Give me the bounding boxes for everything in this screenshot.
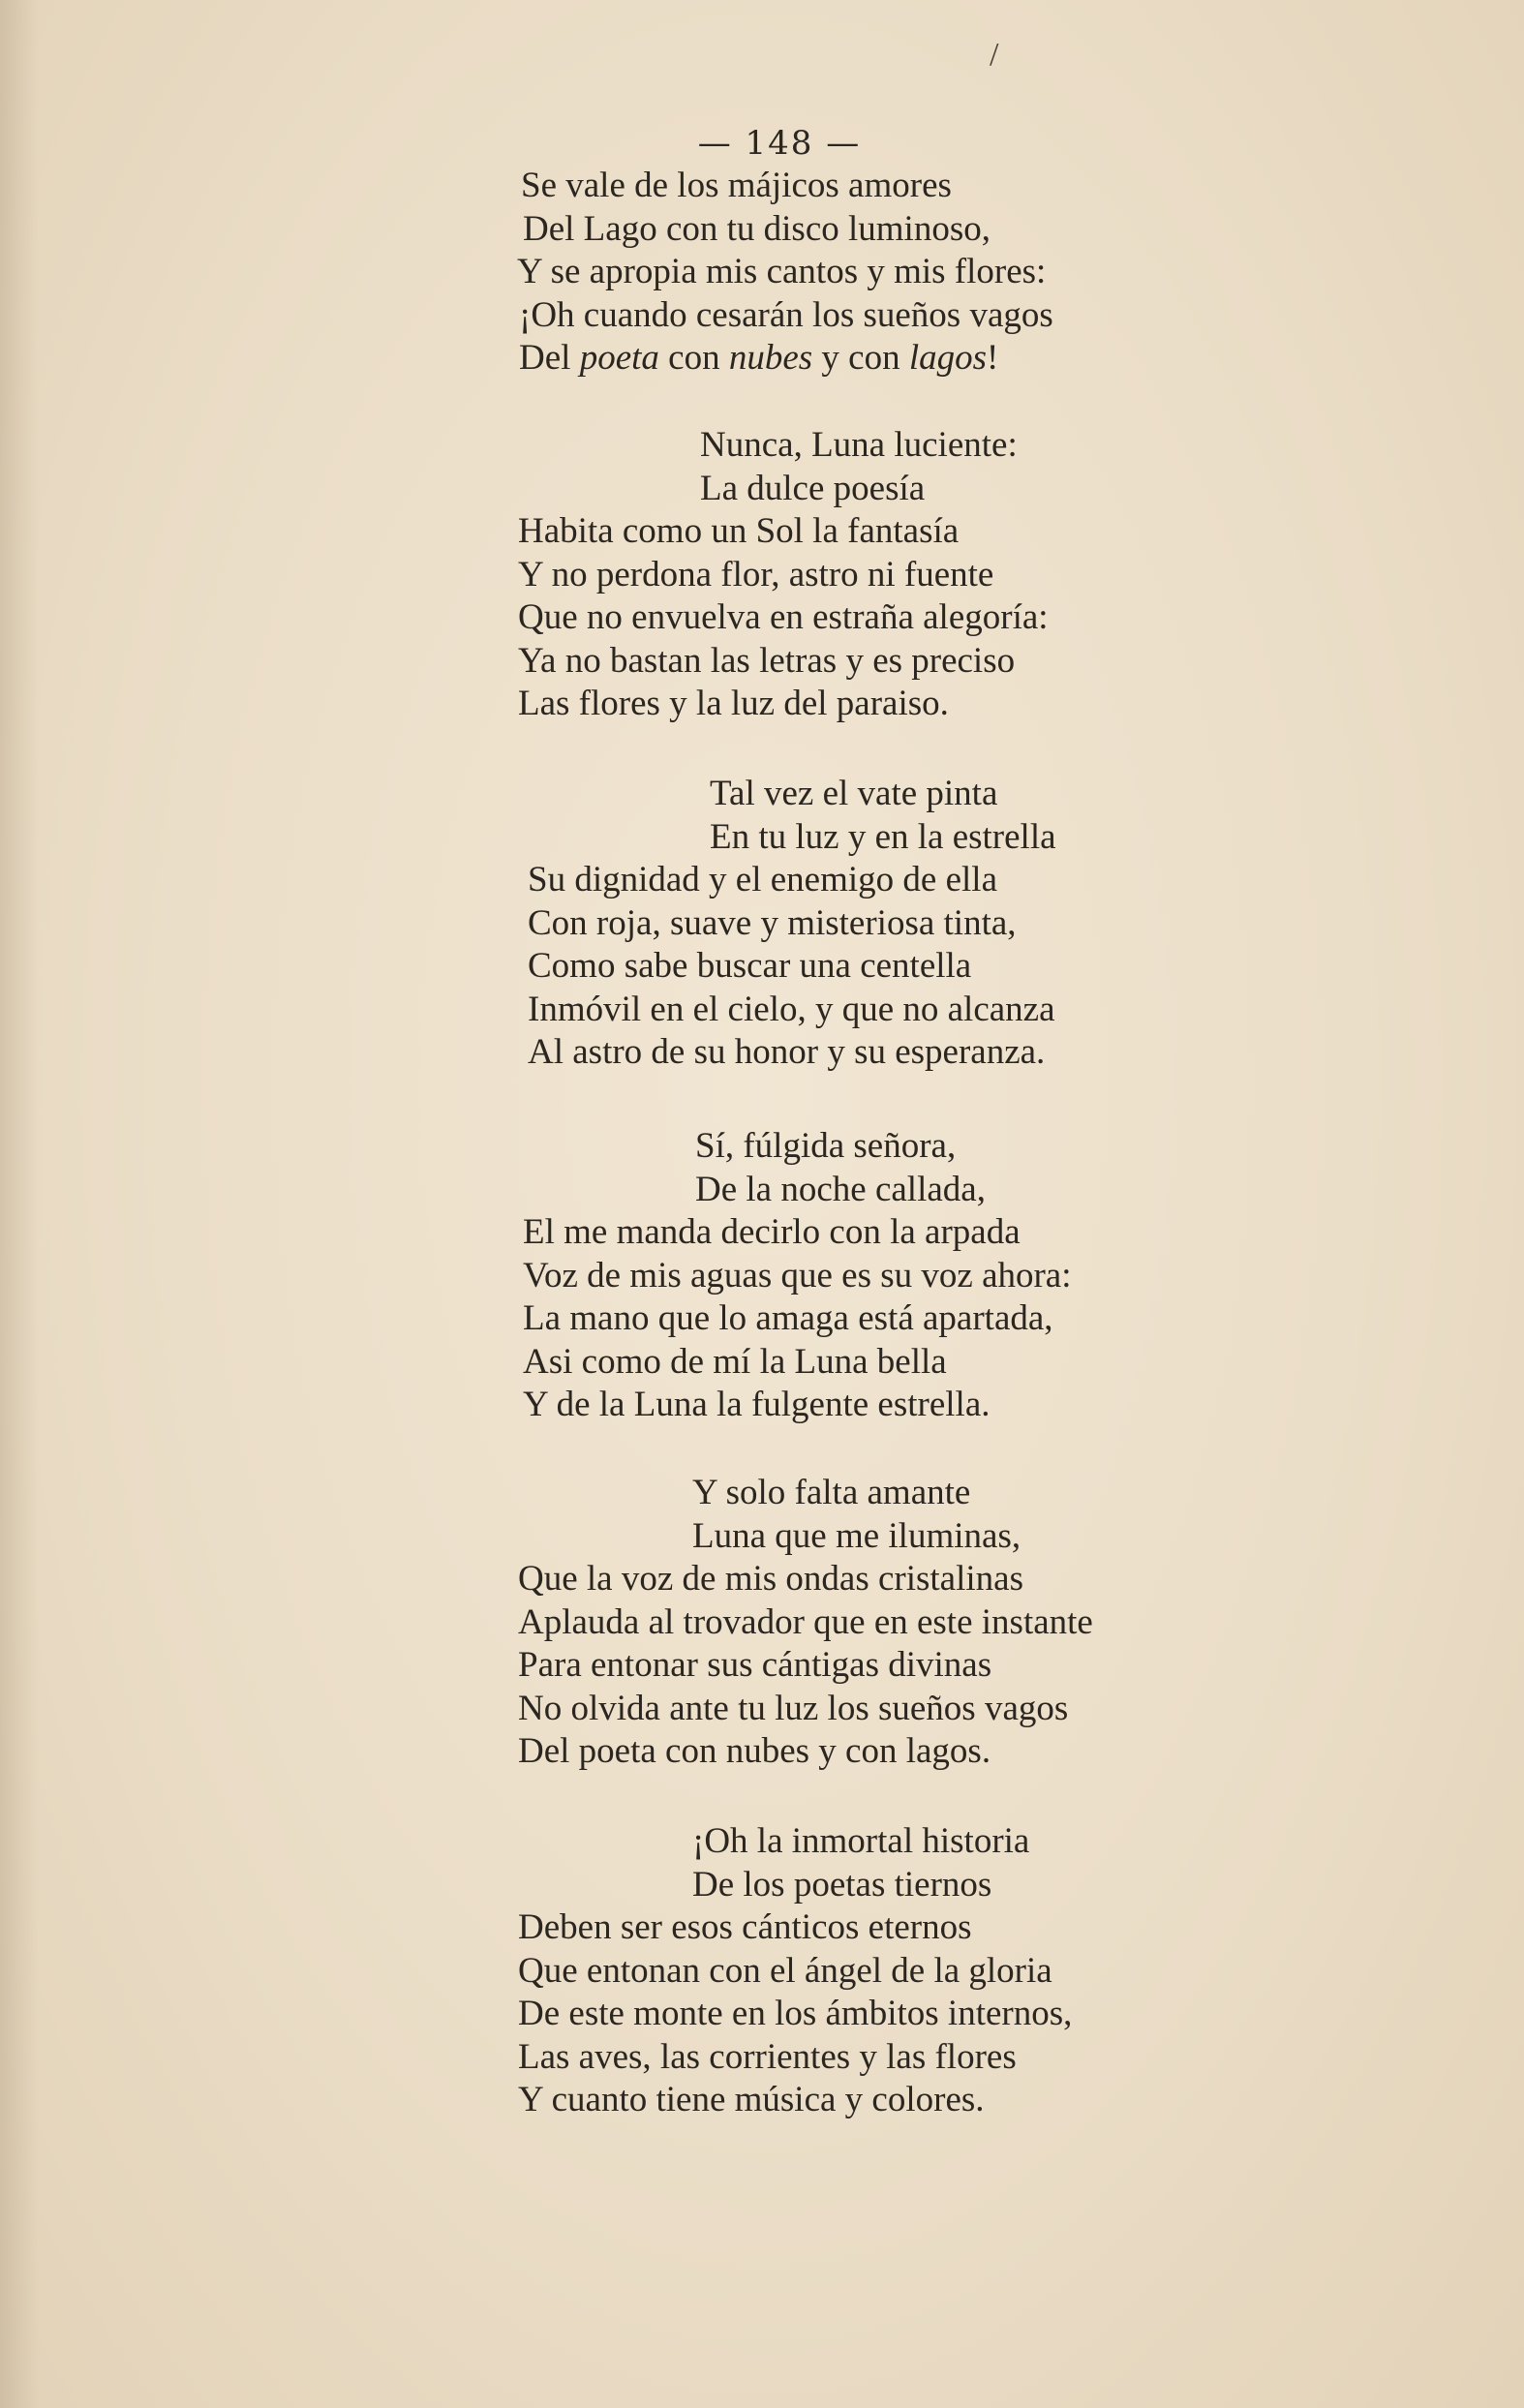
line-segment: Como sabe buscar una centella — [528, 946, 972, 986]
line-segment: Con roja, suave y misteriosa tinta, — [528, 902, 1017, 943]
poem-line — [521, 165, 952, 207]
line-segment: No olvida ante tu luz los sueños vagos — [518, 1688, 1069, 1728]
line-segment: La mano que lo amaga está apartada, — [523, 1298, 1053, 1338]
poem-line — [528, 945, 971, 988]
poem-line — [518, 2079, 985, 2121]
poem-line — [518, 1688, 1068, 1730]
line-segment: Se vale de los májicos amores — [521, 166, 952, 205]
line-segment: Que no envuelva en estraña alegoría: — [518, 597, 1049, 637]
poem-line — [692, 1472, 970, 1514]
line-segment: con — [658, 338, 729, 378]
line-segment: Su dignidad y el enemigo de ella — [528, 860, 997, 899]
line-segment: Del Lago con tu disco luminoso, — [523, 208, 991, 249]
poem-line — [523, 1255, 1072, 1297]
line-segment: Luna que me iluminas, — [692, 1515, 1021, 1556]
line-segment: Del — [519, 338, 580, 378]
page-edge-shadow — [0, 0, 39, 2408]
poem-line — [517, 251, 1046, 293]
poem-line — [518, 1730, 991, 1773]
line-segment: Tal vez el vate pinta — [710, 774, 998, 813]
poem-line — [518, 554, 993, 596]
line-segment: De la noche callada, — [695, 1169, 986, 1209]
line-segment: Nunca, Luna luciente: — [700, 425, 1018, 465]
ink-mark: / — [990, 37, 999, 73]
poem-line — [528, 1031, 1045, 1074]
line-segment: Voz de mis aguas que es su voz ahora: — [523, 1255, 1072, 1295]
poem-line — [518, 683, 949, 725]
line-segment: Inmóvil en el cielo, y que no alcanza — [528, 989, 1055, 1029]
poem-line — [519, 337, 998, 380]
line-segment: Las flores y la luz del paraiso. — [518, 684, 949, 723]
poem-line — [710, 773, 997, 815]
line-segment: poeta — [579, 338, 659, 378]
poem-line — [528, 859, 997, 901]
poem-line — [518, 1601, 1093, 1644]
line-segment: Asi como de mí la Luna bella — [523, 1341, 947, 1382]
line-segment: Al astro de su honor y su esperanza. — [528, 1032, 1046, 1072]
poem-line — [710, 816, 1056, 859]
line-segment: Y solo falta amante — [692, 1473, 971, 1512]
poem-line — [518, 2036, 1017, 2079]
poem-line — [692, 1820, 1029, 1863]
line-segment: De este monte en los ámbitos internos, — [518, 1994, 1073, 2033]
poem-line — [695, 1125, 956, 1168]
line-segment: Deben ser esos cánticos eternos — [518, 1907, 972, 1947]
line-segment: Y no perdona flor, astro ni fuente — [518, 554, 994, 594]
poem-line — [519, 294, 1053, 337]
poem-line — [700, 468, 925, 510]
poem-line — [523, 208, 991, 251]
line-segment: Que la voz de mis ondas cristalinas — [518, 1559, 1023, 1599]
poem-line — [692, 1515, 1021, 1558]
poem-line — [695, 1169, 986, 1211]
line-segment: ¡Oh la inmortal historia — [692, 1821, 1030, 1861]
poem-line — [523, 1384, 991, 1426]
poem-line — [518, 510, 959, 553]
line-segment: y con — [812, 338, 909, 378]
poem-line — [518, 1644, 991, 1687]
line-segment: De los poetas tiernos — [692, 1864, 992, 1905]
page-number-header: — 148 — — [697, 124, 862, 163]
poem-line — [523, 1341, 947, 1384]
line-segment: Habita como un Sol la fantasía — [518, 511, 960, 551]
poem-line — [518, 1906, 972, 1949]
line-segment: Sí, fúlgida señora, — [695, 1126, 957, 1166]
poem-line — [518, 640, 1015, 683]
poem-line — [700, 424, 1018, 467]
poem-line — [528, 902, 1017, 945]
line-segment: Aplauda al trovador que en este instante — [518, 1601, 1093, 1642]
poem-line — [518, 596, 1049, 639]
poem-line — [692, 1864, 991, 1906]
line-segment: ! — [987, 338, 999, 378]
line-segment: Ya no bastan las letras y es preciso — [518, 640, 1016, 681]
line-segment: Que entonan con el ángel de la gloria — [518, 1950, 1052, 1991]
line-segment: Y de la Luna la fulgente estrella. — [523, 1385, 991, 1424]
line-segment: lagos — [908, 338, 988, 378]
poem-line — [523, 1211, 1021, 1254]
line-segment: Y se apropia mis cantos y mis flores: — [517, 252, 1047, 291]
poem-line — [518, 1558, 1023, 1600]
poem-line — [523, 1297, 1053, 1340]
poem-line — [528, 989, 1055, 1031]
line-segment: Del poeta con nubes y con lagos. — [518, 1731, 991, 1771]
line-segment: ¡Oh cuando cesarán los sueños vagos — [519, 294, 1053, 335]
line-segment: En tu luz y en la estrella — [710, 816, 1056, 857]
line-segment: Las aves, las corrientes y las flores — [518, 2036, 1017, 2077]
line-segment: Para entonar sus cántigas divinas — [518, 1645, 992, 1685]
poem-line — [518, 1950, 1052, 1993]
line-segment: Y cuanto tiene música y colores. — [518, 2080, 985, 2119]
poem-line — [518, 1993, 1072, 2035]
line-segment: La dulce poesía — [700, 468, 926, 508]
line-segment: nubes — [728, 338, 813, 378]
line-segment: El me manda decirlo con la arpada — [523, 1212, 1021, 1252]
